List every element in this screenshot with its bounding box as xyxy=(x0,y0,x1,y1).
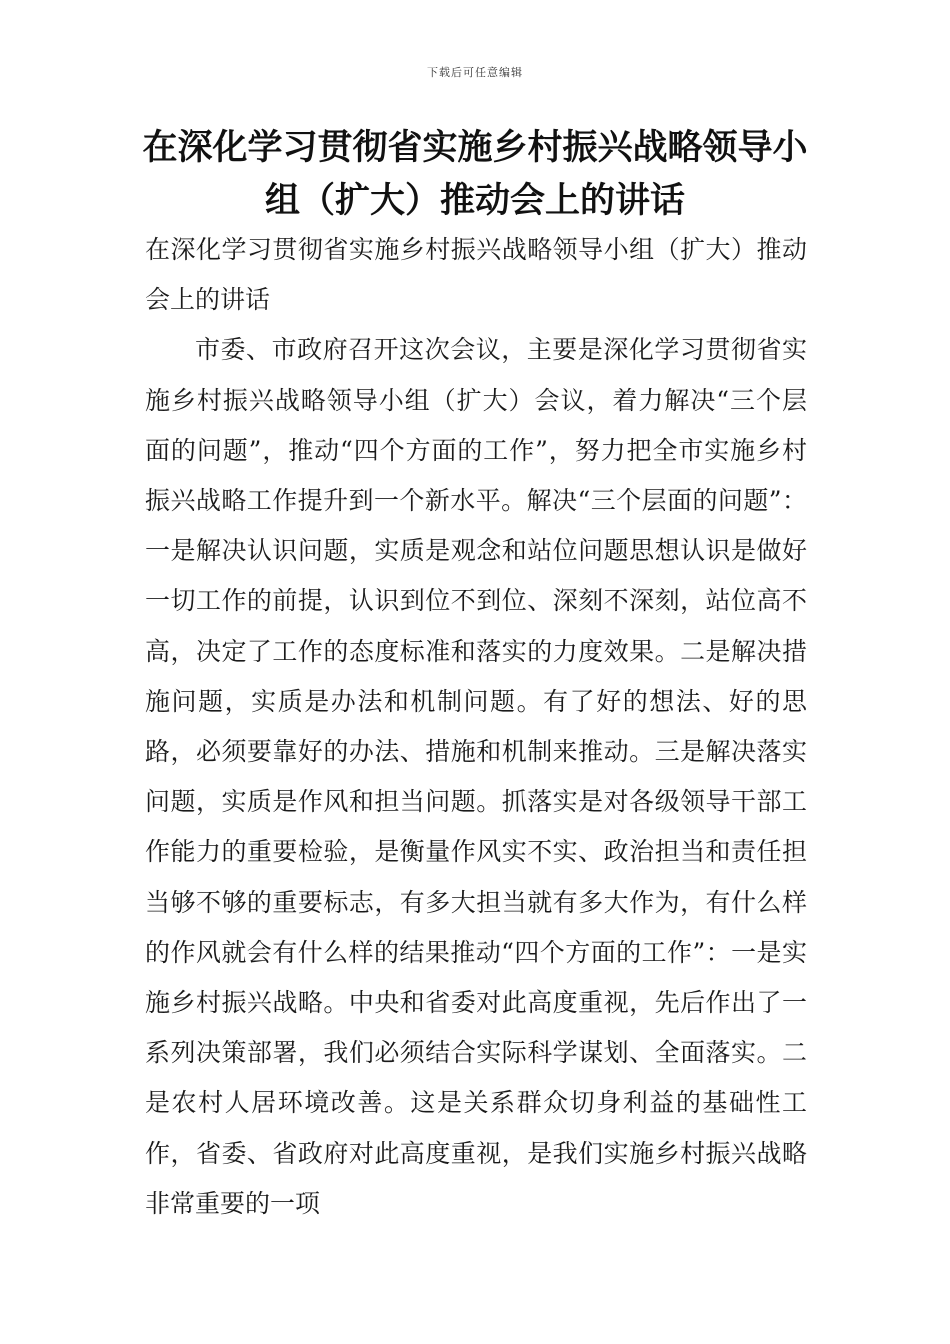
document-title: 在深化学习贯彻省实施乡村振兴战略领导小组（扩大）推动会上的讲话 xyxy=(142,128,808,221)
document-body xyxy=(145,225,807,1229)
body-paragraph: 市委、市政府召开这次会议，主要是深化学习贯彻省实施乡村振兴战略领导小组（扩大）会议，着力解决“三个层面的问题”，推动“四个方面的工作”，努力把全市实施乡村振兴战略工作提升到一个新水平。解决“三个层面的问题”：一是解决认识问题，实质是观念和站位问题思想认识是做好一切工作的前提，认识到位不到位、深刻不深刻，站位高不高，决定了工作的态度标准和落实的力度效果。二是解决措施问题，实质是办法和机制问题。有了好的想法、好的思路，必须要靠好的办法、措施和机制来推动。三是解决落实问题，实质是作风和担当问题。抓落实是对各级领导干部工作能力的重要检验，是衡量作风实不实、政治担当和责任担当够不够的重要标志，有多大担当就有多大作为，有什么样的作风就会有什么样的结果推动“四个方面的工作”：一是实施乡村振兴战略。中央和省委对此高度重视，先后作出了一系列决策部署，我们必须结合实际科学谋划、全面落实。二是农村人居环境改善。这是关系群众切身利益的基础性工作，省委、省政府对此高度重视，是我们实施乡村振兴战略非常重要的一项 xyxy=(145,335,807,1218)
document-subtitle: 在深化学习贯彻省实施乡村振兴战略领导小组（扩大）推动会上的讲话 xyxy=(145,235,807,315)
header-note: 下载后可任意编辑 xyxy=(427,66,523,79)
